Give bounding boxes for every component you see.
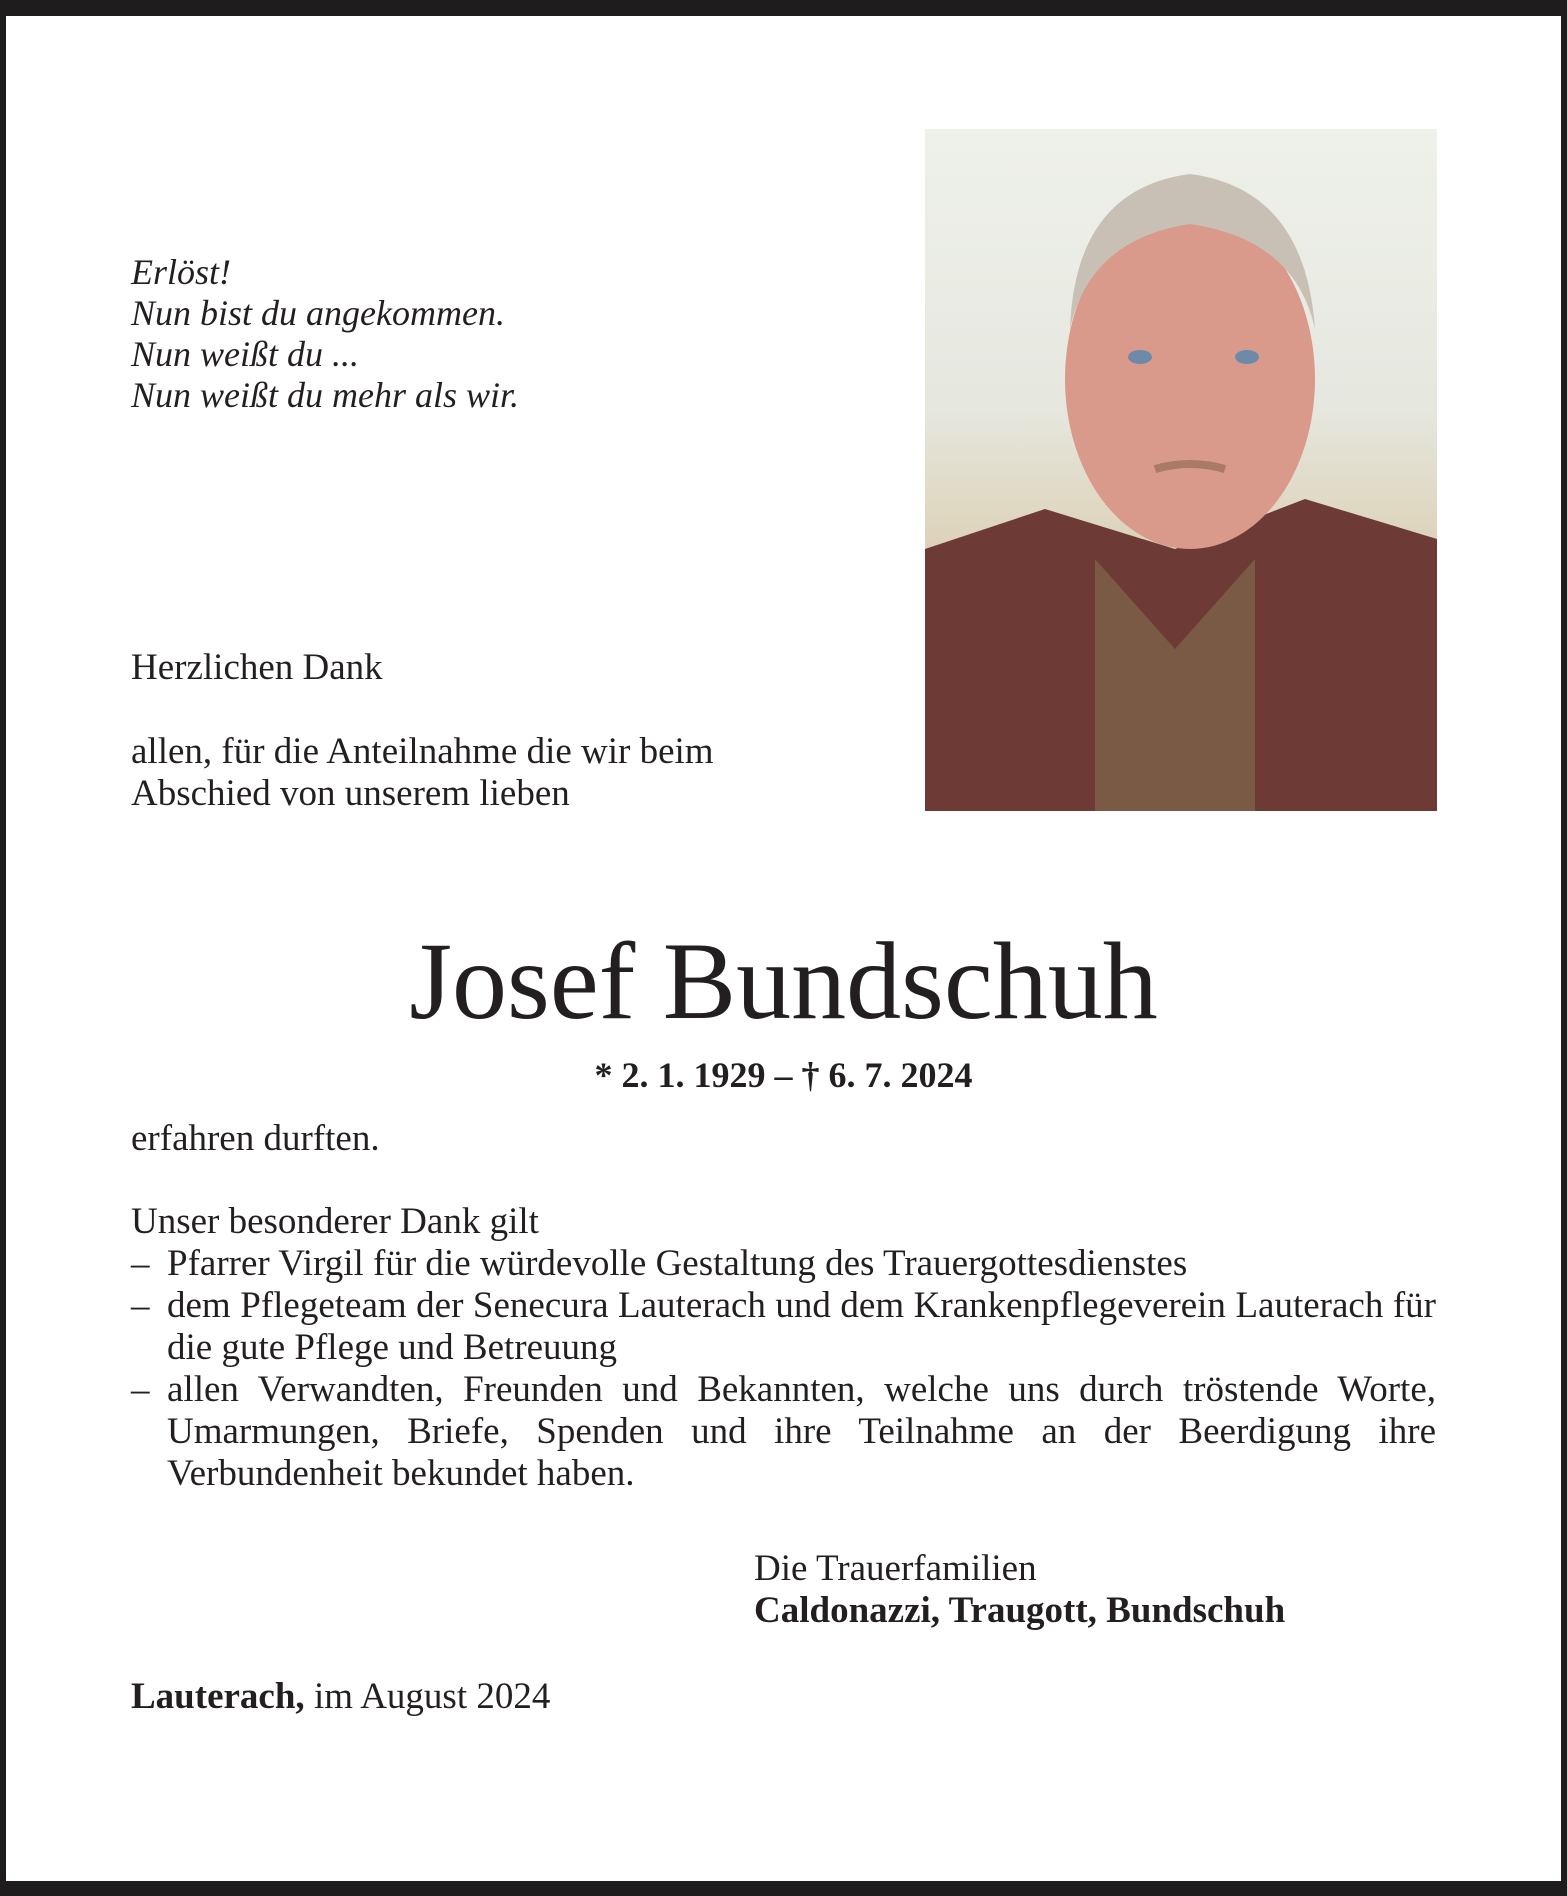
poem xyxy=(131,252,519,416)
thanks-list xyxy=(131,1243,1436,1495)
list-item xyxy=(131,1285,1436,1369)
poem-line: Nun weißt du ... xyxy=(131,334,360,374)
list-item-text: Pfarrer Virgil für die würdevolle Gestaltung des Trauergottesdienstes xyxy=(167,1243,1188,1284)
date-text: im August 2024 xyxy=(313,1676,551,1717)
signature-families: Caldonazzi, Traugott, Bundschuh xyxy=(754,1590,1286,1631)
place: Lauterach, xyxy=(131,1676,305,1717)
intro-line: allen, für die Anteilnahme die wir beim xyxy=(131,731,714,772)
signature-line: Die Trauerfamilien xyxy=(754,1548,1037,1589)
signature xyxy=(754,1548,1285,1632)
place-date xyxy=(131,1676,550,1718)
dash: – xyxy=(131,1369,150,1410)
poem-line: Nun bist du angekommen. xyxy=(131,293,505,333)
after-name-text: erfahren durften. xyxy=(131,1118,380,1159)
dash: – xyxy=(131,1285,150,1326)
list-item xyxy=(131,1369,1436,1495)
list-item-text: dem Pflegeteam der Senecura Lauterach und dem Krankenpflegeverein Lauterach für die gute Pflege und Betreuung xyxy=(167,1285,1436,1368)
poem-line: Nun weißt du mehr als wir. xyxy=(131,375,520,415)
poem-line: Erlöst! xyxy=(131,252,232,292)
portrait-photo xyxy=(925,129,1437,811)
deceased-name: Josef Bundschuh xyxy=(409,920,1158,1042)
dash: – xyxy=(131,1243,150,1284)
list-item-text: allen Verwandten, Freunden und Bekannten, welche uns durch tröstende Worte, Umarmungen, Briefe, Spenden und ihre Teilnahme an der Beerdigung ihre Verbundenheit bekundet haben. xyxy=(167,1369,1436,1494)
special-thanks-heading: Unser besonderer Dank gilt xyxy=(131,1201,539,1242)
intro-text xyxy=(131,731,714,815)
list-item xyxy=(131,1243,1436,1285)
thanks-heading: Herzlichen Dank xyxy=(131,647,383,688)
life-dates: * 2. 1. 1929 – † 6. 7. 2024 xyxy=(594,1055,973,1095)
obituary-page xyxy=(6,16,1561,1881)
intro-line: Abschied von unserem lieben xyxy=(131,773,570,814)
